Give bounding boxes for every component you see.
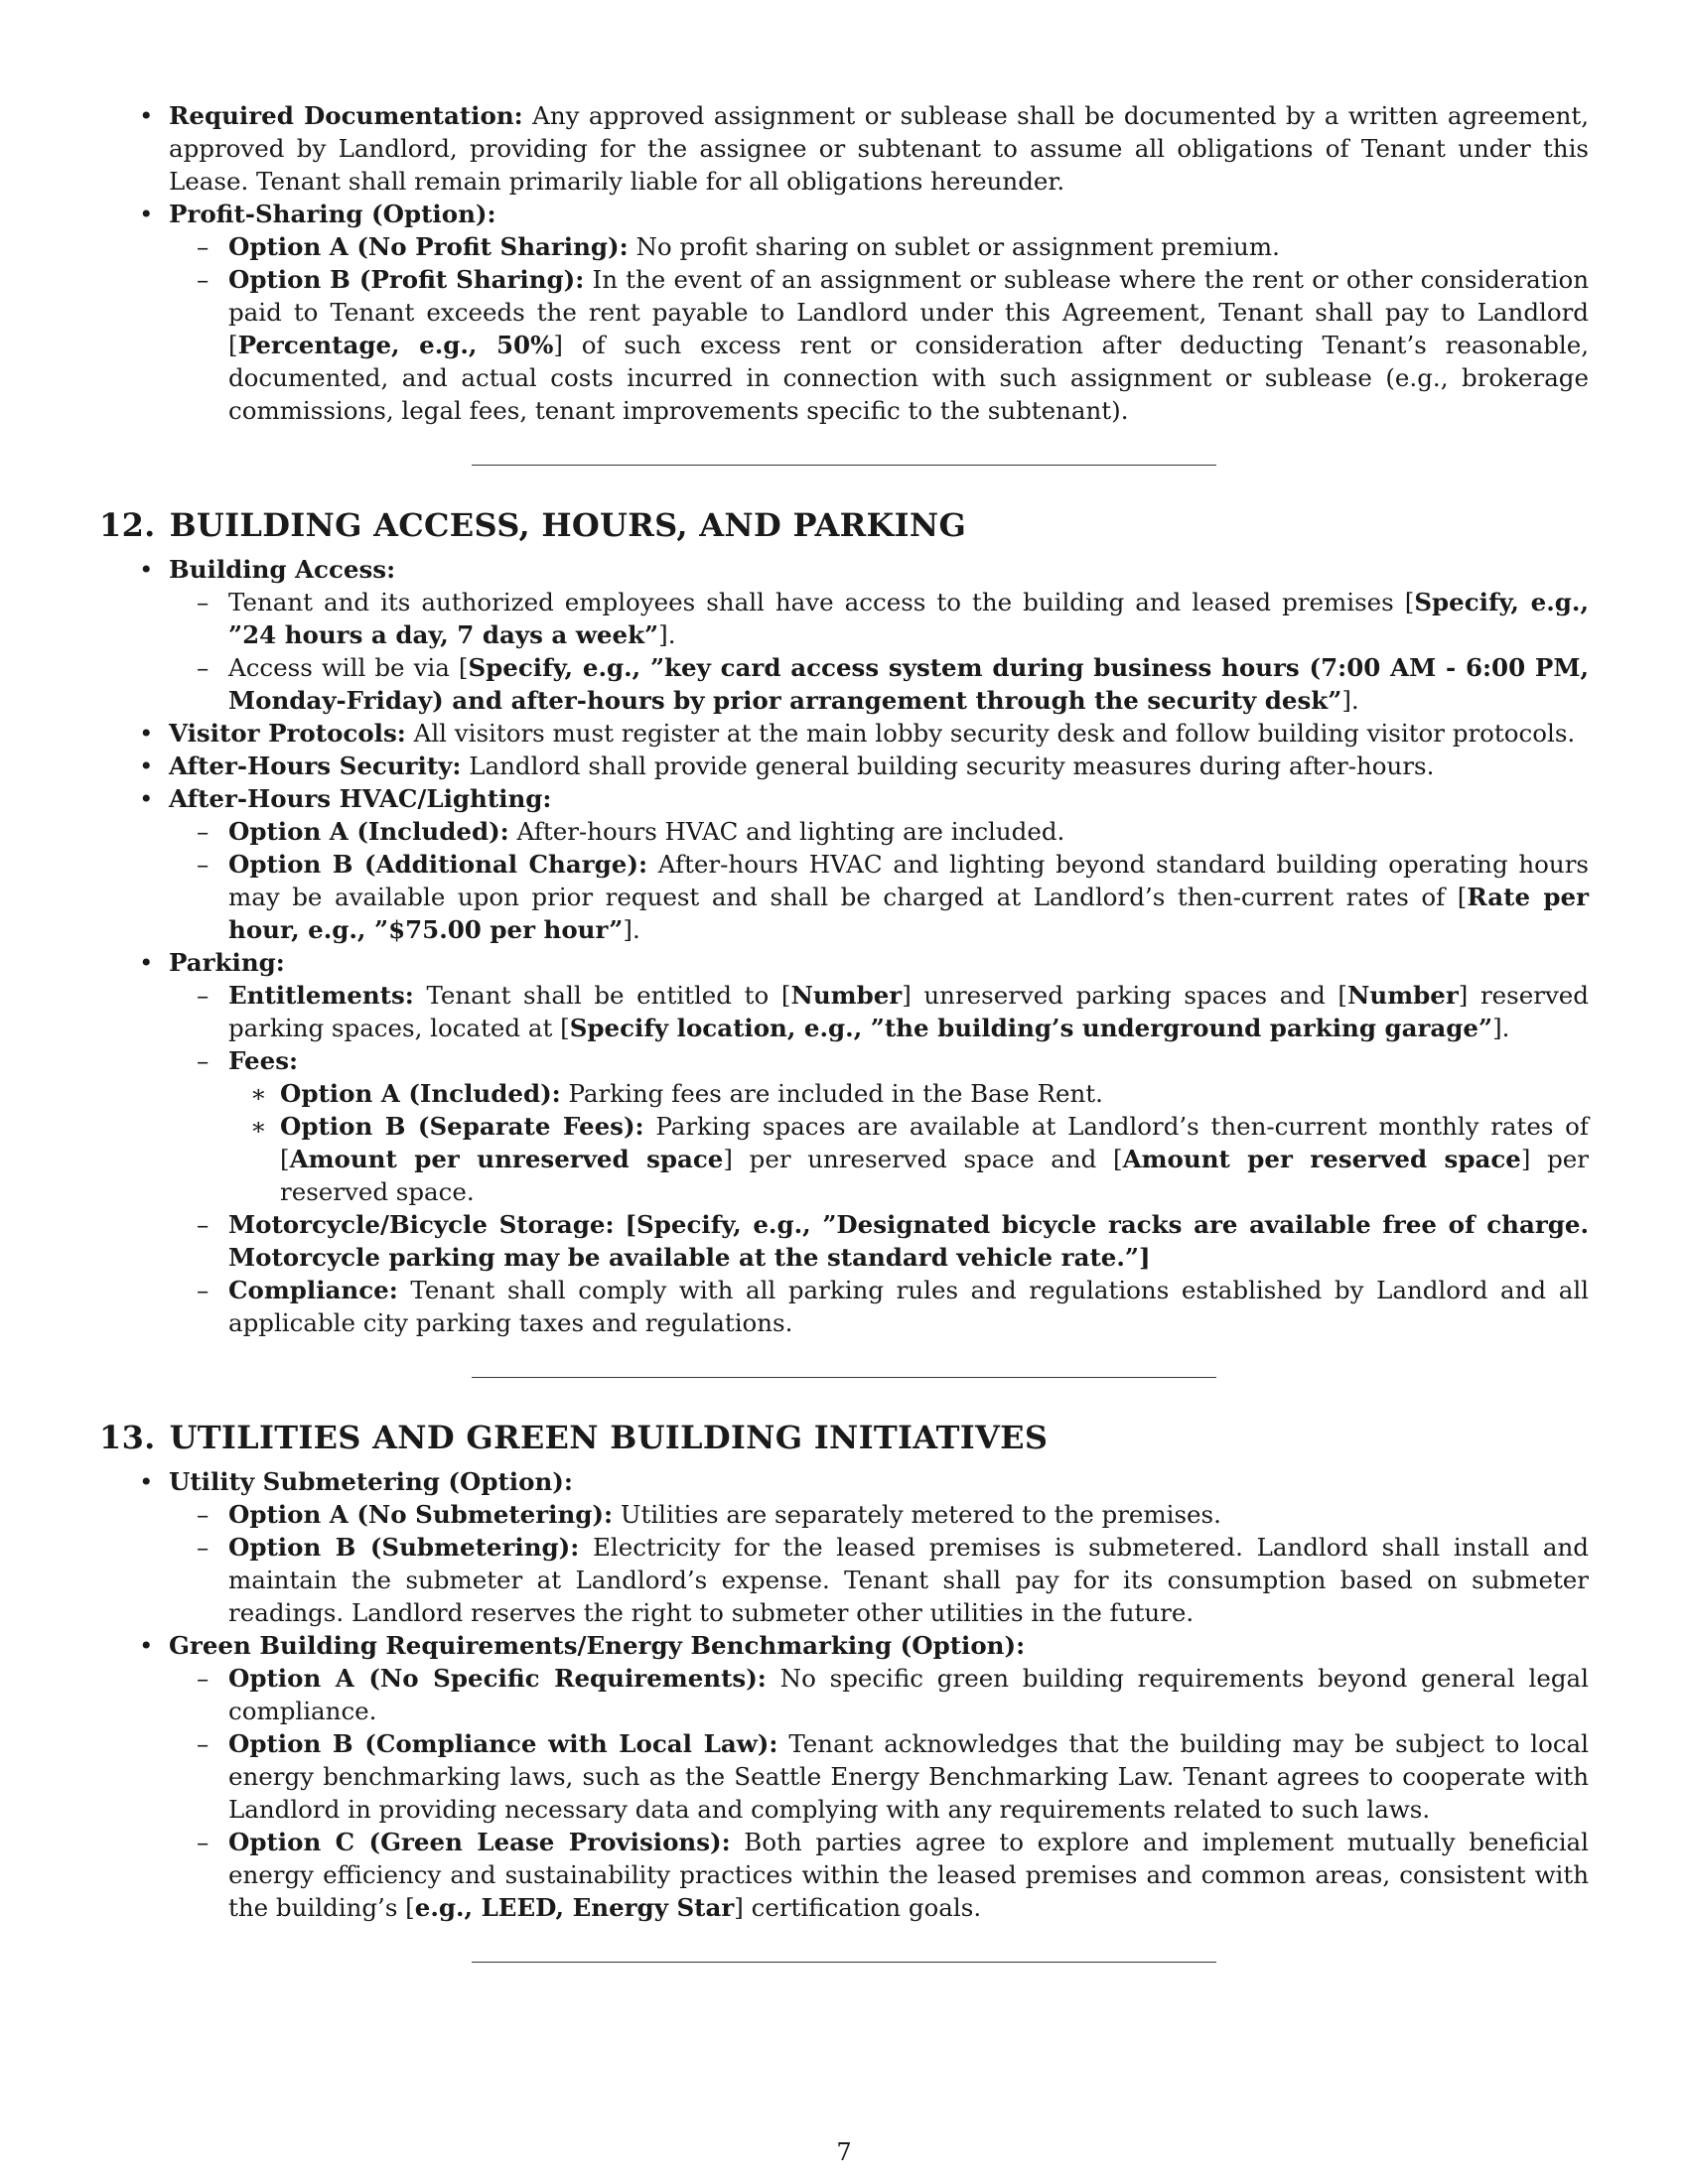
submetering-option-b: [169, 1531, 1589, 1629]
building-access-method-placeholder: Specify, e.g., ”key card access system during business hours (7:00 AM - 6:00 PM, Monday-Friday) and after-hours by prior arrangement through the security desk”: [228, 653, 1589, 715]
submetering-option-a: [169, 1498, 1589, 1531]
fees-option-b-text-1: Parking spaces are available at Landlord’s then-current monthly rates of [: [280, 1112, 1589, 1173]
profit-option-b-text: In the event of an assignment or sublease where the rent or other consideration paid to Tenant exceeds the rent payable to Landlord under this Agreement, Tenant shall pay to Landlord [: [228, 265, 1589, 359]
profit-option-a-label: Option A (No Profit Sharing):: [228, 232, 629, 261]
hvac-option-a: [169, 815, 1589, 848]
section-13-title: UTILITIES AND GREEN BUILDING INITIATIVES: [169, 1419, 1049, 1456]
green-option-c-label: Option C (Green Lease Provisions):: [228, 1828, 731, 1856]
submetering-option-a-label: Option A (No Submetering):: [228, 1500, 614, 1529]
green-option-c: [169, 1826, 1589, 1924]
profit-option-a: [169, 230, 1589, 263]
section-13-heading: [99, 1418, 1589, 1457]
moto-placeholder: [Specify, e.g., ”Designated bicycle racks are available free of charge. Motorcycle parking may be available at the standard vehicle rate.”]: [228, 1210, 1589, 1272]
fees-label: Fees:: [228, 1046, 299, 1075]
hvac-option-b: [169, 848, 1589, 946]
entitlements-label: Entitlements:: [228, 981, 414, 1010]
fees-option-a-text: Parking fees are included in the Base Rent.: [568, 1079, 1103, 1108]
list-item-green-building: [99, 1629, 1589, 1924]
building-access-item-method: [169, 651, 1589, 717]
parking-label: Parking:: [169, 948, 285, 977]
building-access-method-text: Access will be via [: [228, 653, 469, 682]
green-option-c-end: ] certification goals.: [734, 1893, 982, 1922]
hvac-option-b-text: After-hours HVAC and lighting beyond standard building operating hours may be available upon prior request and shall be charged at Landlord’s then-current rates of [: [228, 850, 1589, 911]
after-hours-security-text: Landlord shall provide general building security measures during after-hours.: [469, 751, 1435, 780]
fees-option-b: [228, 1110, 1589, 1208]
section-12-heading: [99, 505, 1589, 545]
section-divider: [472, 1962, 1216, 1963]
hvac-label: After-Hours HVAC/Lighting:: [169, 784, 552, 813]
building-access-item-hours: [169, 586, 1589, 651]
green-option-b: [169, 1727, 1589, 1826]
fees-option-a-label: Option A (Included):: [280, 1079, 561, 1108]
building-access-hours-text: Tenant and its authorized employees shall have access to the building and leased premises [: [228, 588, 1415, 616]
section-divider: [472, 1377, 1216, 1378]
list-item-required-documentation: [99, 99, 1589, 198]
profit-sharing-label: Profit-Sharing (Option):: [169, 200, 496, 228]
fees-option-b-placeholder-1: Amount per unreserved space: [289, 1145, 724, 1173]
green-option-c-text: Both parties agree to explore and implement mutually beneficial energy efficiency and sustainability practices within the leased premises and common areas, consistent with the building’s [: [228, 1828, 1589, 1922]
profit-option-b-text-end: ] of such excess rent or consideration after deducting Tenant’s reasonable, documented, and actual costs incurred in connection with such assignment or sublease (e.g., brokerage commissions, legal fees, tenant improvements specific to the subtenant).: [228, 331, 1590, 425]
fees-option-b-label: Option B (Separate Fees):: [280, 1112, 644, 1141]
profit-option-a-text: No profit sharing on sublet or assignment premium.: [635, 232, 1280, 261]
list-item-building-access: [99, 553, 1589, 717]
fees-options: [228, 1077, 1589, 1208]
building-access-method-end: ].: [1341, 686, 1359, 715]
parking-entitlements: [169, 979, 1589, 1044]
section-13-number: 13.: [99, 1419, 156, 1456]
section-12-number: 12.: [99, 506, 156, 544]
hvac-option-b-label: Option B (Additional Charge):: [228, 850, 647, 879]
page-number: 7: [836, 2138, 852, 2166]
list-item-parking: [99, 946, 1589, 1339]
list-item-profit-sharing: [99, 198, 1589, 427]
hvac-option-b-placeholder: Rate per hour, e.g., ”$75.00 per hour”: [228, 883, 1589, 944]
parking-fees: [169, 1044, 1589, 1208]
submetering-option-b-text: Electricity for the leased premises is submetered. Landlord shall install and maintain the submeter at Landlord’s expense. Tenant shall pay for its consumption based on submeter readings. Landlord reserves the right to submeter other utilities in the future.: [228, 1533, 1589, 1627]
green-option-b-text: Tenant acknowledges that the building may be subject to local energy benchmarking laws, such as the Seattle Energy Benchmarking Law. Tenant agrees to cooperate with Landlord in providing necessary data and complying with any requirements related to such laws.: [228, 1729, 1589, 1824]
green-label: Green Building Requirements/Energy Benchmarking (Option):: [169, 1631, 1026, 1660]
section-divider: [472, 465, 1216, 466]
profit-option-b-label: Option B (Profit Sharing):: [228, 265, 585, 294]
compliance-text: Tenant shall comply with all parking rules and regulations established by Landlord and all applicable city parking taxes and regulations.: [228, 1276, 1589, 1337]
building-access-items: [169, 586, 1589, 717]
section-12-list: [99, 553, 1589, 1339]
list-item-after-hours-security: [99, 750, 1589, 782]
green-options: [169, 1662, 1589, 1924]
submetering-option-a-text: Utilities are separately metered to the premises.: [620, 1500, 1221, 1529]
required-documentation-label: Required Documentation:: [169, 101, 523, 130]
hvac-option-a-text: After-hours HVAC and lighting are included.: [516, 817, 1065, 846]
fees-option-b-text-3: ] per reserved space.: [280, 1145, 1589, 1206]
entitlements-text-4: ].: [1492, 1014, 1510, 1042]
entitlements-text-3: ] reserved parking spaces, located at [: [228, 981, 1589, 1042]
entitlements-placeholder-1: Number: [790, 981, 903, 1010]
parking-items: [169, 979, 1589, 1339]
entitlements-text-2: ] unreserved parking spaces and [: [902, 981, 1347, 1010]
after-hours-security-label: After-Hours Security:: [169, 751, 462, 780]
visitor-protocols-text: All visitors must register at the main lobby security desk and follow building visitor protocols.: [413, 719, 1576, 748]
section-13-list: [99, 1465, 1589, 1924]
green-option-a-text: No specific green building requirements beyond general legal compliance.: [228, 1664, 1589, 1725]
list-item-after-hours-hvac: [99, 782, 1589, 946]
fees-option-b-placeholder-2: Amount per reserved space: [1122, 1145, 1521, 1173]
submetering-label: Utility Submetering (Option):: [169, 1467, 573, 1496]
parking-compliance: [169, 1274, 1589, 1339]
green-option-a: [169, 1662, 1589, 1727]
hvac-options: [169, 815, 1589, 946]
green-option-a-label: Option A (No Specific Requirements):: [228, 1664, 767, 1693]
document-page: [99, 99, 1589, 1963]
profit-option-b-placeholder: Percentage, e.g., 50%: [237, 331, 554, 359]
hvac-option-a-label: Option A (Included):: [228, 817, 509, 846]
list-item-visitor-protocols: [99, 717, 1589, 750]
list-item-utility-submetering: [99, 1465, 1589, 1629]
submetering-options: [169, 1498, 1589, 1629]
submetering-option-b-label: Option B (Submetering):: [228, 1533, 580, 1562]
building-access-hours-end: ].: [658, 620, 676, 649]
fees-option-a: [228, 1077, 1589, 1110]
section-11-list: [99, 99, 1589, 427]
fees-option-b-text-2: ] per unreserved space and [: [723, 1145, 1123, 1173]
required-documentation-text: Any approved assignment or sublease shall be documented by a written agreement, approved by Landlord, providing for the assignee or subtenant to assume all obligations of Tenant under this Lease. Tenant shall remain primarily liable for all obligations hereunder.: [169, 101, 1589, 196]
profit-sharing-options: [169, 230, 1589, 427]
compliance-label: Compliance:: [228, 1276, 398, 1304]
building-access-label: Building Access:: [169, 555, 396, 584]
green-option-c-placeholder: e.g., LEED, Energy Star: [414, 1893, 735, 1922]
entitlements-placeholder-3: Specify location, e.g., ”the building’s underground parking garage”: [569, 1014, 1493, 1042]
moto-label: Motorcycle/Bicycle Storage:: [228, 1210, 615, 1239]
entitlements-text-1: Tenant shall be entitled to [: [426, 981, 791, 1010]
parking-motorcycle-bicycle: [169, 1208, 1589, 1274]
entitlements-placeholder-2: Number: [1347, 981, 1459, 1010]
section-12-title: BUILDING ACCESS, HOURS, AND PARKING: [169, 506, 967, 544]
hvac-option-b-end: ].: [623, 915, 640, 944]
building-access-hours-placeholder: Specify, e.g., ”24 hours a day, 7 days a week”: [228, 588, 1589, 649]
profit-option-b: [169, 263, 1589, 427]
green-option-b-label: Option B (Compliance with Local Law):: [228, 1729, 778, 1758]
visitor-protocols-label: Visitor Protocols:: [169, 719, 406, 748]
